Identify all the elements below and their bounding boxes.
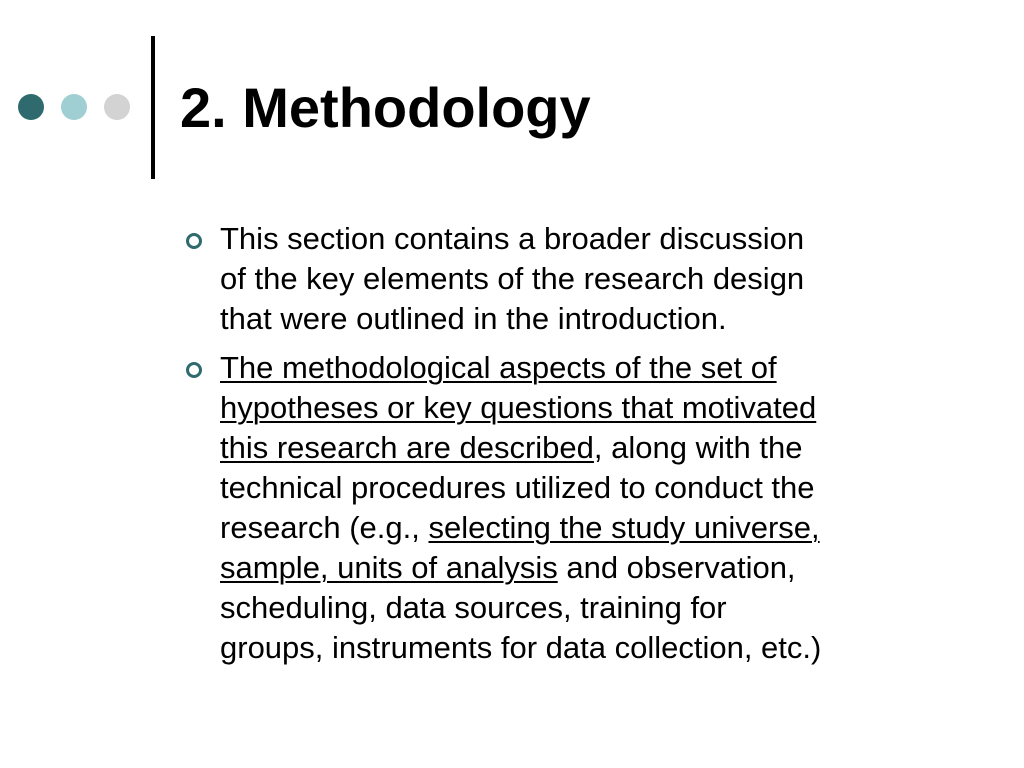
bullet-item-1 <box>184 219 974 339</box>
decorative-dot-dark <box>18 94 44 120</box>
plain-text: research (e.g., <box>220 510 429 545</box>
bullet-text-line <box>220 508 974 548</box>
title-divider <box>151 36 155 179</box>
bullet-text-line <box>220 348 974 388</box>
bullet-text-line <box>220 628 974 668</box>
plain-text: and observation, <box>557 550 796 585</box>
plain-text: scheduling, data sources, training for <box>220 590 727 625</box>
plain-text: technical procedures utilized to conduct the <box>220 470 815 505</box>
bullet-text-line <box>220 468 974 508</box>
bullet-text-line: that were outlined in the introduction. <box>220 301 727 336</box>
underlined-text: selecting the study universe, <box>428 510 820 545</box>
slide-title: 2. Methodology <box>180 76 591 139</box>
bullet-text-line: of the key elements of the research design <box>220 261 805 296</box>
bullet-text-line <box>220 548 974 588</box>
bullet-text-line <box>220 588 974 628</box>
underlined-text: The methodological aspects of the set of <box>220 350 777 385</box>
bullet-item-2 <box>184 348 974 668</box>
bullet-text-line: This section contains a broader discussion <box>220 221 805 256</box>
plain-text: groups, instruments for data collection, etc.) <box>220 630 822 665</box>
decorative-dot-gray <box>104 94 130 120</box>
bullet-ring-icon <box>186 362 202 378</box>
plain-text: , along with the <box>593 430 803 465</box>
underlined-text: hypotheses or key questions that motivated <box>220 390 817 425</box>
bullet-ring-icon <box>186 233 202 249</box>
underlined-text: this research are described <box>220 430 594 465</box>
bullet-text-line <box>220 428 974 468</box>
bullet-text-line <box>220 388 974 428</box>
underlined-text: sample, units of analysis <box>220 550 558 585</box>
bullet-list <box>184 219 974 677</box>
decorative-dot-light <box>61 94 87 120</box>
